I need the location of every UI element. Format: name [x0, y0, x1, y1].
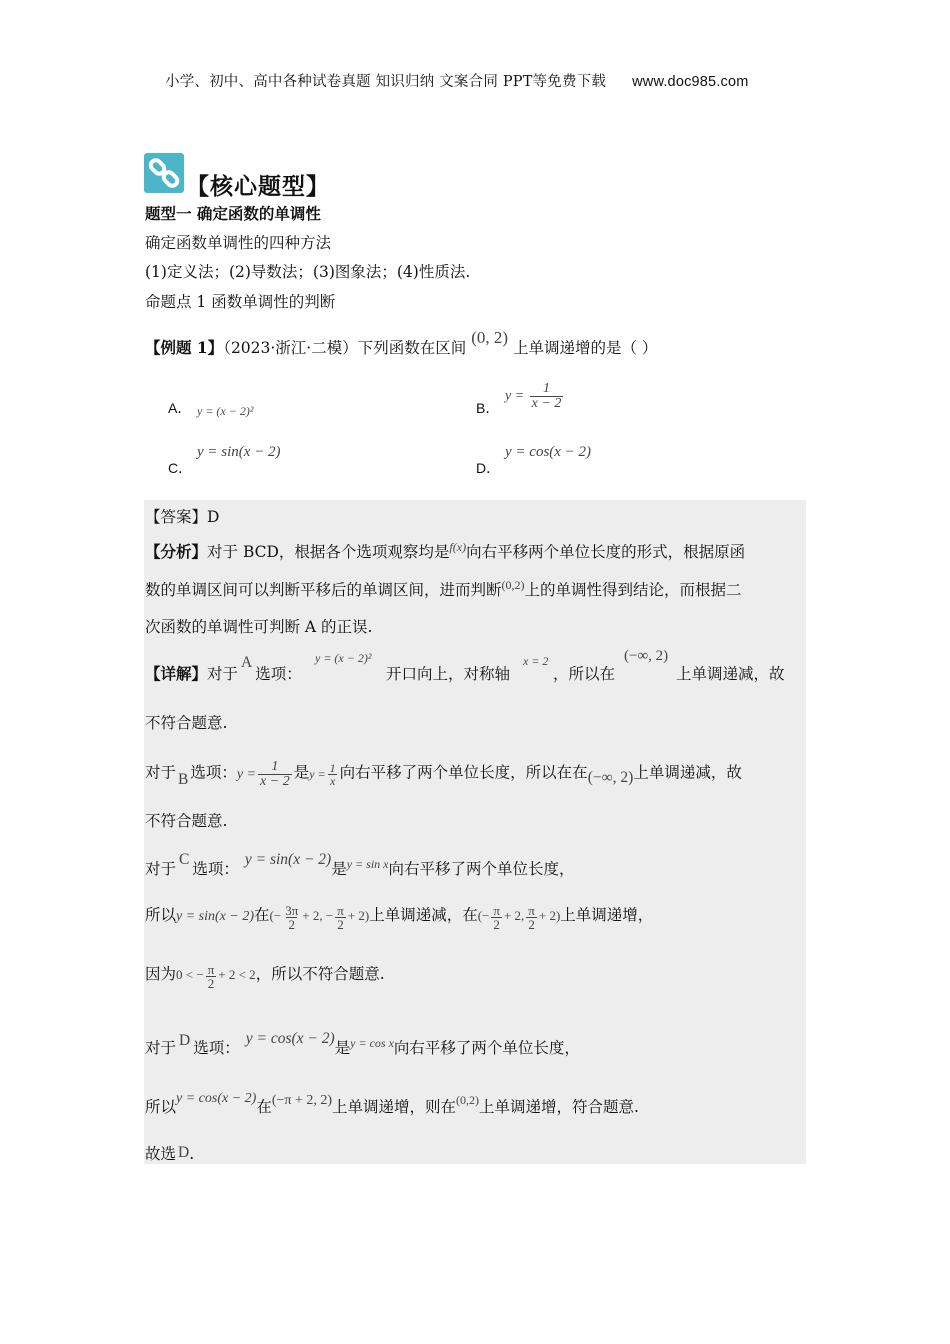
detail-b-text-end: 不符合题意. [145, 812, 228, 830]
detail-a-text-2: ，所以在 [553, 665, 616, 683]
section-title: 【核心题型】 [186, 173, 330, 200]
detail-c2-line: 所以y = sin(x − 2)在(− $\frac{3\pi}{2}$ + 2, − $\frac{\pi}{2}$ + 2)上单调递减，在(− $\frac{\pi}{2}$ + 2, $\frac{\pi}{2}$ + 2)上单调递增， [145, 902, 654, 932]
page-header [165, 70, 749, 91]
header-text: 小学、初中、高中各种试卷真题 知识归纳 文案合同 PPT等免费下载 [165, 74, 607, 90]
detail-d2-line: 所以y = cos(x − 2)在(−π + 2, 2)上单调递增，则在$^{(0,2)}$上单调递增，符合题意. [145, 1091, 639, 1116]
option-b-letter[interactable]: B． [476, 400, 500, 416]
option-c-letter[interactable]: C． [168, 460, 193, 476]
analysis-line-2: 数的单调区间可以判断平移后的单调区间，进而判断$^{(0,2)}$上的单调性得到结论，而根据二 [145, 578, 742, 599]
detail-a-text-1: 开口向上，对称轴 [386, 665, 511, 683]
detail-a-axis: x = 2 [523, 654, 549, 668]
option-c-expr: y = sin(x − 2) [197, 444, 281, 460]
detail-c3-line: 因为0 < − $\frac{\pi}{2}$ + 2 < 2，所以不符合题意. [145, 961, 385, 991]
detail-a-line: 【详解】对于A选项： [145, 654, 302, 683]
option-d-expr: y = cos(x − 2) [505, 444, 592, 460]
subheading: 命题点 1 函数单调性的判断 [145, 293, 336, 311]
methods-list: (1)定义法；(2)导数法；(3)图象法；(4)性质法. [145, 263, 471, 281]
analysis-line-3: 次函数的单调性可判断 A 的正误. [145, 618, 373, 636]
example-source: （2023·浙江·二模）下列函数在区间 [223, 339, 467, 357]
detail-a-expr: y = (x − 2)² [315, 651, 372, 665]
option-a-letter[interactable]: A． [168, 400, 192, 416]
header-url[interactable]: www.doc985.com [632, 74, 749, 90]
option-b-expr: y = $\frac{1}{x - 2}$ [505, 381, 562, 411]
analysis-line-1: 【分析】对于 BCD，根据各个选项观察均是$^{f(x)}$向右平移两个单位长度的形式，根据原函 [145, 540, 746, 561]
final-line: 故选 D. [145, 1144, 195, 1163]
detail-a-interval: (−∞, 2) [624, 648, 669, 664]
example-interval: (0, 2) [471, 328, 509, 347]
detail-c-line: 对于C选项：y = sin(x − 2)是$^{y = sin x}$向右平移了两个单位长度， [145, 851, 575, 878]
detail-b-line: 对于 B 选项：y = $\frac{1}{x - 2}$ 是y = $\frac{1}{x}$ 向右平移了两个单位长度，所以在在(−∞, 2)上单调递减，故 [145, 759, 742, 789]
example-question [145, 328, 658, 358]
example-tail: 上单调递增的是（ ） [512, 339, 658, 357]
topic-heading: 题型一 确定函数的单调性 [145, 204, 321, 223]
detail-a-text-4: 不符合题意. [145, 714, 228, 732]
link-chain-icon [144, 153, 184, 193]
answer-line: 【答案】D [145, 508, 220, 526]
option-a-expr: y = (x − 2)² [197, 404, 254, 418]
detail-a-text-3: 上单调递减，故 [676, 665, 785, 683]
method-intro: 确定函数单调性的四种方法 [145, 234, 332, 252]
example-label: 【例题 1】 [145, 338, 224, 357]
detail-d-line: 对于 D 选项：y = cos(x − 2)是$^{y = cos x}$向右平移了两个单位长度， [145, 1030, 580, 1057]
option-d-letter[interactable]: D． [476, 460, 501, 476]
